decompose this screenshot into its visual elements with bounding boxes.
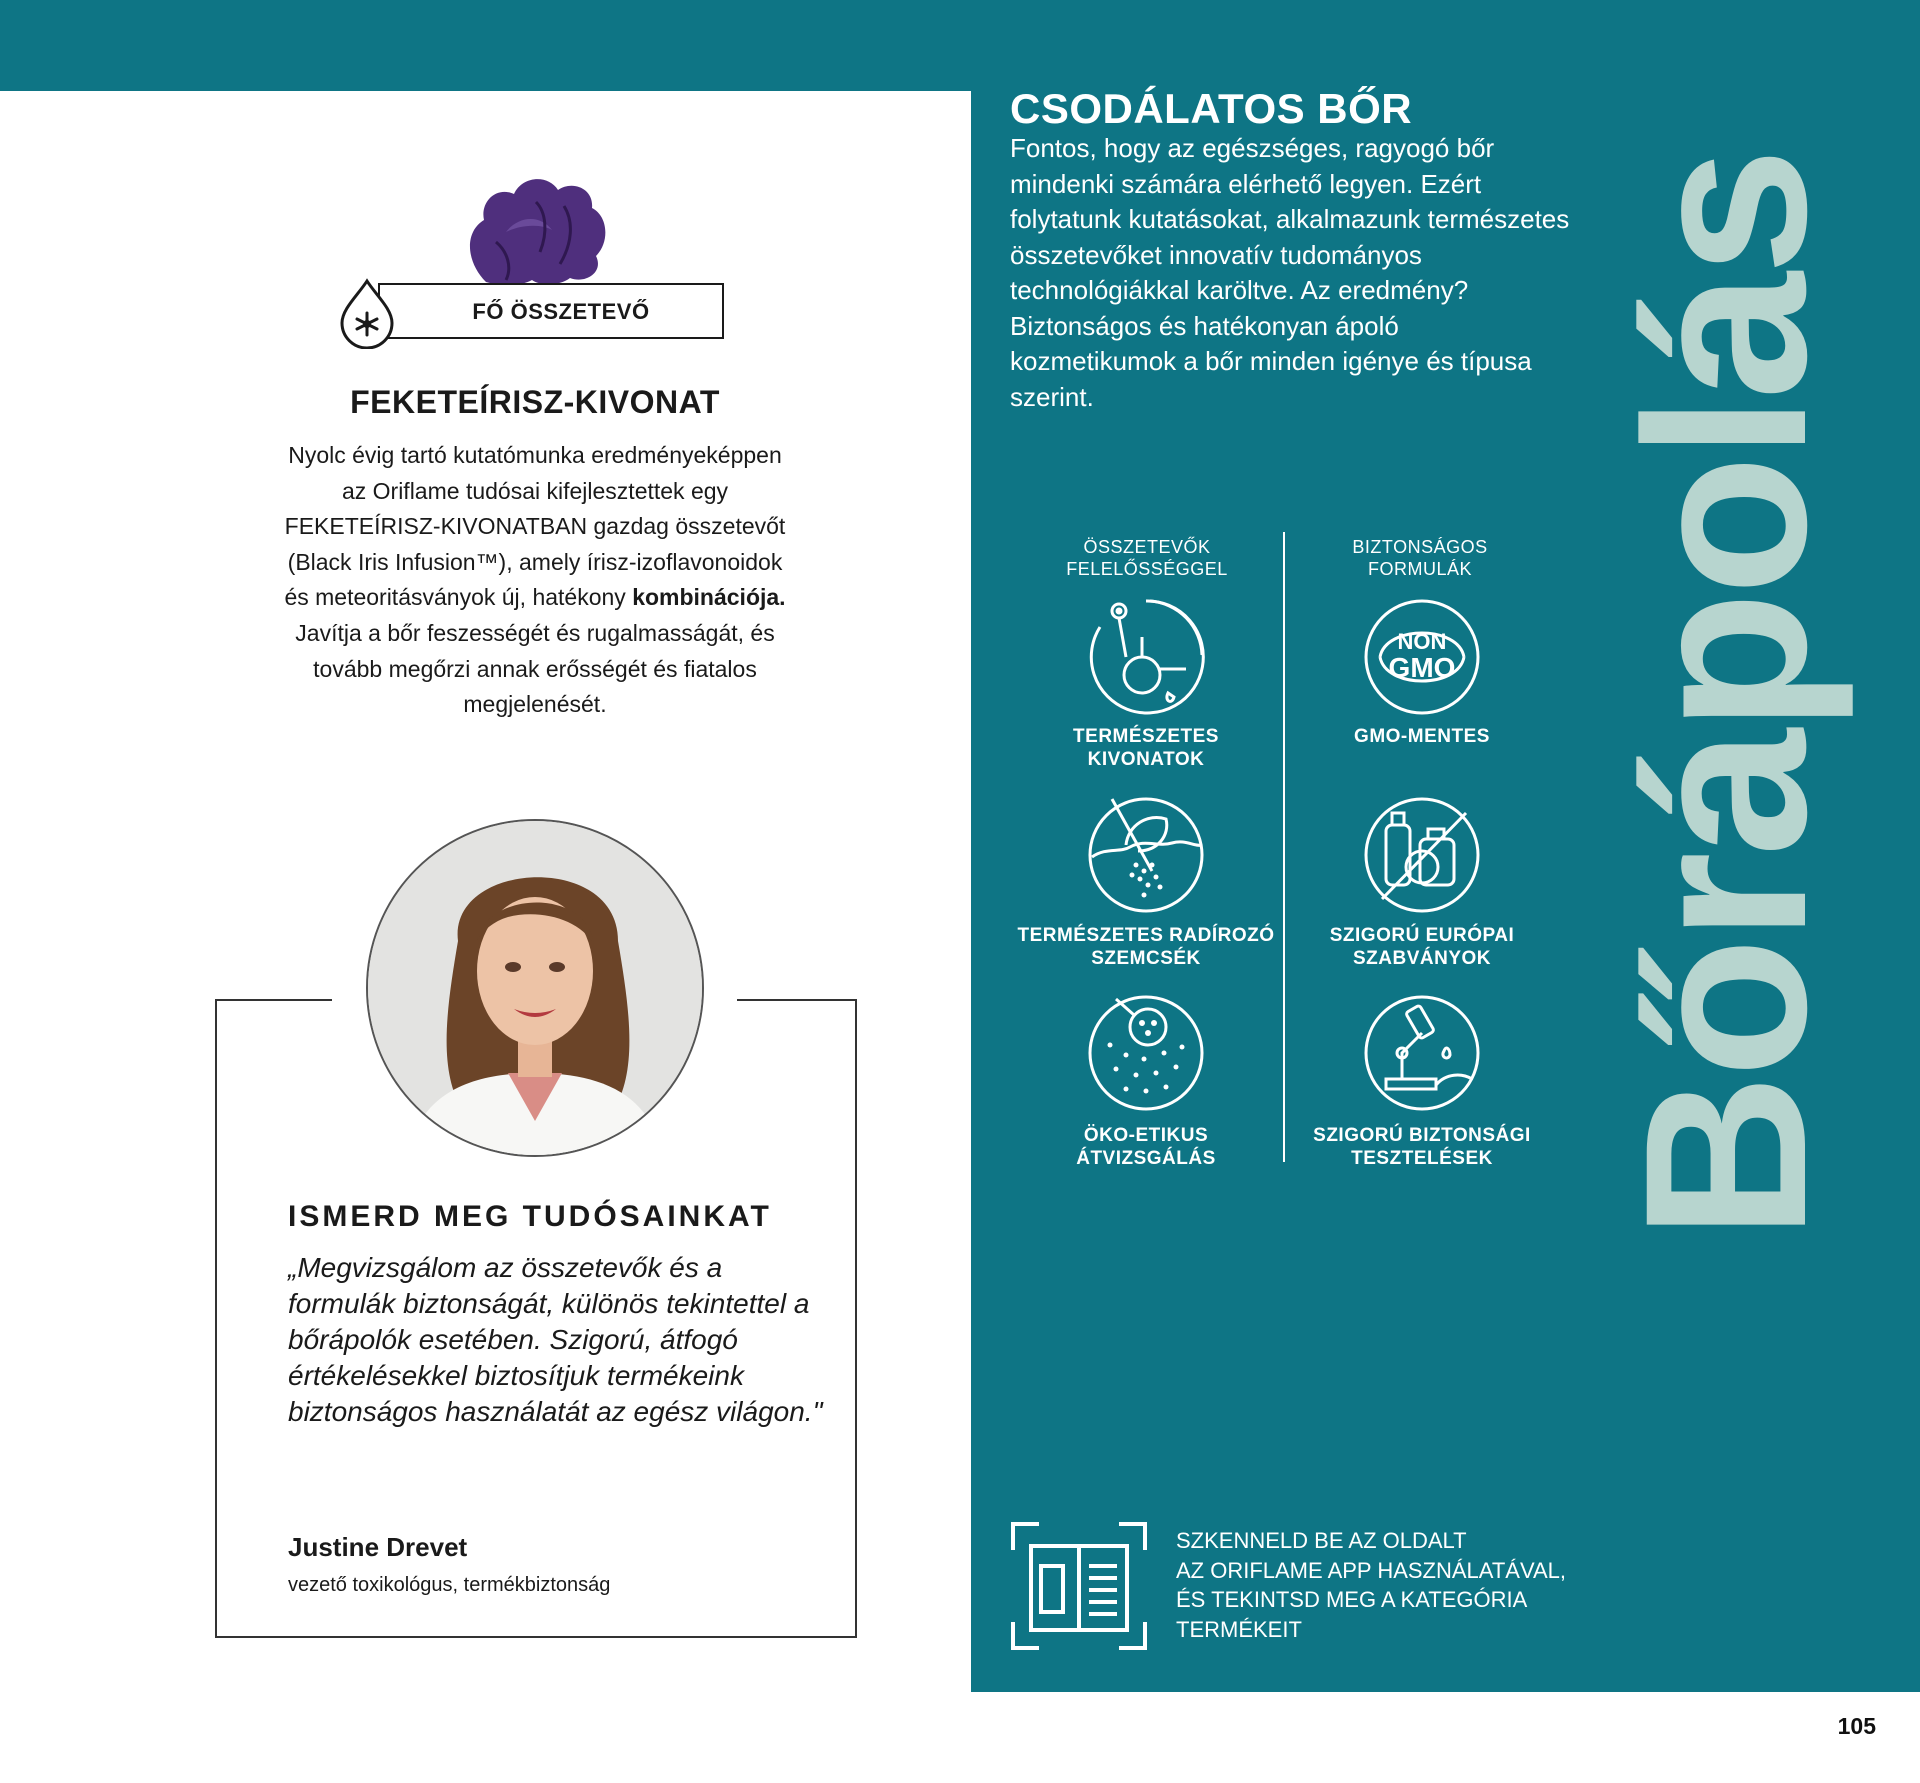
eu-standards-label [1282,924,1562,970]
intro-title: CSODÁLATOS BŐR [1010,85,1413,132]
ingredient-description-bold: kombinációja. [632,584,786,611]
eu-standards-icon [1362,795,1482,915]
key-ingredient-label: FŐ ÖSSZETEVŐ [472,299,650,324]
scan-book-icon[interactable] [1009,1520,1149,1652]
natural-extracts-line2: KIVONATOK [1087,749,1205,770]
scan-line4: TERMÉKEIT [1176,1616,1302,1642]
eco-ethics-review-icon [1086,993,1206,1113]
natural-extracts-icon [1086,597,1206,717]
safety-testing-line2: TESZTELÉSEK [1351,1148,1493,1169]
top-bar [0,0,1920,91]
key-ingredient-box [378,283,724,339]
key-ingredient-tag [338,283,726,341]
eu-standards-line1: SZIGORÚ EURÓPAI [1329,925,1515,946]
scientist-name: Justine Drevet [288,1532,468,1562]
scan-line2: AZ ORIFLAME APP HASZNÁLATÁVAL, [1176,1557,1567,1583]
right-heading-line1: BIZTONSÁGOS [1352,537,1488,557]
exfoliating-particles-icon [1086,795,1206,915]
scientist-section-title: ISMERD MEG TUDÓSAINKAT [288,1200,772,1233]
exfoliating-line1: TERMÉSZETES RADÍROZÓ [1017,925,1275,946]
portrait-illustration [368,821,702,1155]
scientist-portrait [366,819,704,1157]
eco-ethics-line1: ÖKO-ETIKUS [1083,1125,1209,1146]
right-heading-line2: FORMULÁK [1367,559,1472,579]
natural-extracts-label [1006,725,1286,771]
safety-testing-label [1282,1124,1562,1170]
drop-star-icon [338,277,396,349]
non-gmo-icon-text-1: NON [1397,629,1447,654]
intro-text: Fontos, hogy az egészséges, ragyogó bőr mindenki számára elérhető legyen. Ezért folytatunk kutatásokat, alkalmazunk természetes összetevőket innovatív tudományos technológiákkal karöltve. Az eredmény? Biztonságos és hatékonyan ápoló kozmetikumok a bőr minden igénye és típusa szerint. [1010,133,1570,412]
gmo-free-label: GMO-MENTES [1354,726,1490,747]
scientist-role: vezető toxikológus, termékbiztonság [288,1574,611,1596]
ingredient-description-post: Javítja a bőr feszességét és rugalmasságát, és tovább megőrzi annak erősségét és fiatalos megjelenését. [295,619,775,718]
left-heading-line1: ÖSSZETEVŐK [1083,537,1211,557]
eco-ethics-line2: ÁTVIZSGÁLÁS [1076,1148,1216,1169]
scan-line3: ÉS TEKINTSD MEG A KATEGÓRIA [1176,1587,1528,1612]
iris-flower-image [456,172,612,286]
category-vertical-title: Bőrápolás [1597,151,1854,1240]
safety-testing-icon [1362,993,1482,1113]
ingredient-title: FEKETEÍRISZ-KIVONAT [350,384,720,420]
scan-line1: SZKENNELD BE AZ OLDALT [1176,1528,1467,1553]
non-gmo-icon-text-2: GMO [1388,652,1456,683]
left-column-heading [1027,536,1267,580]
eco-ethics-label [1006,1124,1286,1170]
frame-top-left-line [215,999,332,1001]
right-column-heading [1300,536,1540,580]
page-number: 105 [1837,1713,1876,1739]
exfoliating-line2: SZEMCSÉK [1091,948,1201,969]
ingredient-description-pre: Nyolc évig tartó kutatómunka eredményeképpen az Oriflame tudósai kifejlesztettek egy FEKETEÍRISZ-KIVONATBAN gazdag összetevőt (Black Iris Infusion™), amely írisz-izoflavonoidok és meteoritásványok új, hatékony [284,442,786,611]
non-gmo-icon [1362,597,1482,717]
eu-standards-line2: SZABVÁNYOK [1352,948,1491,969]
ingredient-description [280,438,790,723]
frame-top-right-line [737,999,857,1001]
scientist-quote: „Megvizsgálom az összetevők és a formulák biztonságát, különös tekintettel a bőrápolók esetében. Szigorú, átfogó értékelésekkel biztosítjuk termékeink biztonságos használatát az egész világon." [288,1252,823,1427]
scan-instructions [1176,1526,1596,1644]
column-divider [1283,532,1285,1162]
safety-testing-line1: SZIGORÚ BIZTONSÁGI [1313,1125,1531,1146]
natural-extracts-line1: TERMÉSZETES [1073,726,1219,747]
exfoliating-particles-label [1006,924,1286,970]
left-heading-line2: FELELŐSSÉGGEL [1066,559,1228,579]
